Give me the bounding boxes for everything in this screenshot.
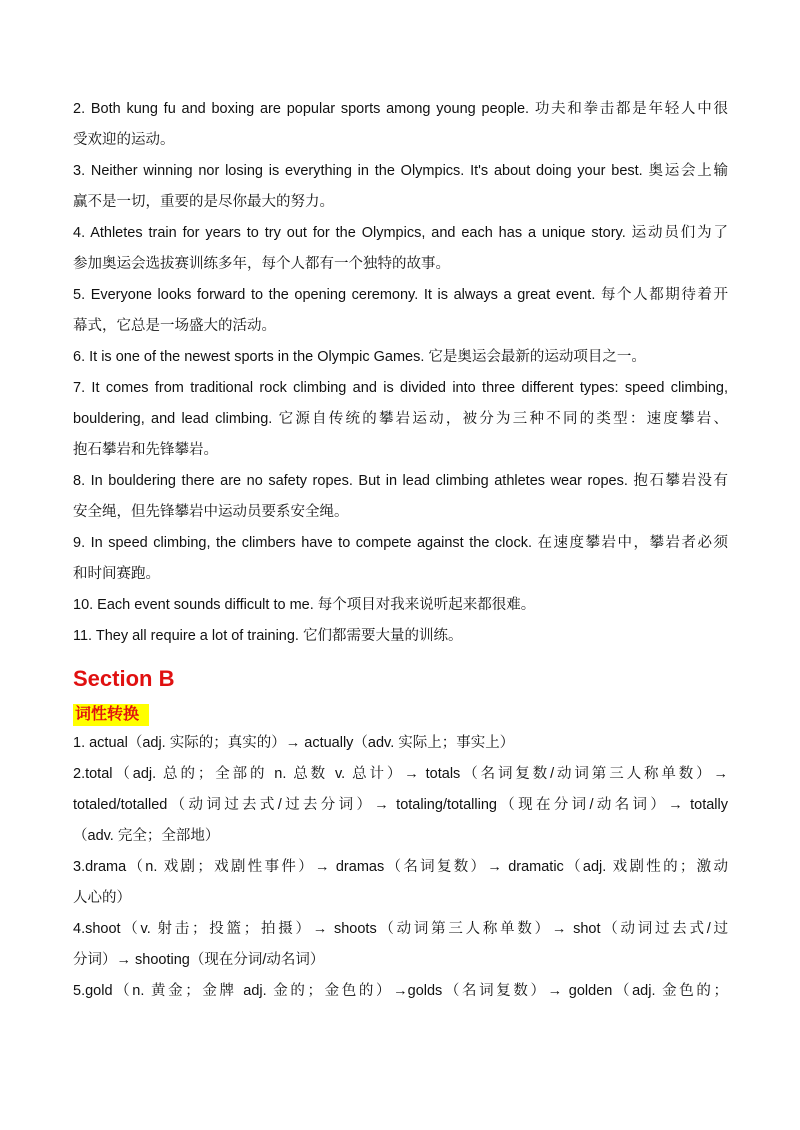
text-line: 5. Everyone looks forward to the opening ceremony. It is always a great event. 每个人都期待着开 [73,287,728,303]
sentence-item [73,342,728,373]
text-line: bouldering, and lead climbing. 它源自传统的攀岩运动，被分为三种不同的类型：速度攀岩、 [73,411,728,427]
text-line: 10. Each event sounds difficult to me. 每个项目对我来说听起来都很难。 [73,597,536,613]
sentence-item [73,373,728,466]
text-line: 4.shoot（v. 射击；投篮；拍摄）→ shoots（动词第三人称单数）→ shot（动词过去式/过 [73,921,728,937]
vocab-item [73,852,728,914]
text-line: （adv. 完全；全部地） [73,828,220,844]
text-line: 11. They all require a lot of training. 它们都需要大量的训练。 [73,628,463,644]
vocab-heading: 词性转换 [73,704,149,726]
text-line: 参加奥运会选拔赛训练多年，每个人都有一个独特的故事。 [73,256,450,272]
document-page [73,94,728,1007]
text-line: 和时间赛跑。 [73,566,160,582]
vocab-heading-row [73,704,728,728]
sentence-item [73,94,728,156]
text-line: 安全绳，但先锋攀岩中运动员要系安全绳。 [73,504,349,520]
sentence-item [73,621,728,652]
text-line: 4. Athletes train for years to try out for the Olympics, and each has a unique story. 运动员们为了 [73,225,728,241]
vocab-item [73,914,728,976]
text-line: 赢不是一切，重要的是尽你最大的努力。 [73,194,334,210]
text-line: 受欢迎的运动。 [73,132,175,148]
sentence-item [73,466,728,528]
vocab-list [73,728,728,1007]
text-line: 6. It is one of the newest sports in the Olympic Games. 它是奥运会最新的运动项目之一。 [73,349,646,365]
vocab-item [73,728,728,759]
sentence-item [73,528,728,590]
sentence-item [73,218,728,280]
text-line: 分词）→ shooting（现在分词/动名词） [73,952,325,968]
text-line: 8. In bouldering there are no safety ropes. But in lead climbing athletes wear ropes. 抱石攀岩没有 [73,473,728,489]
text-line: 3. Neither winning nor losing is everything in the Olympics. It's about doing your best. 奥运会上输 [73,163,728,179]
sentence-list [73,94,728,652]
text-line: 人心的） [73,890,131,906]
text-line: 2.total（adj. 总的；全部的 n. 总数 v. 总计）→ totals（名词复数/动词第三人称单数）→ [73,766,728,782]
vocab-item [73,759,728,852]
text-line: 抱石攀岩和先锋攀岩。 [73,442,218,458]
text-line: 3.drama（n. 戏剧；戏剧性事件）→ dramas（名词复数）→ dramatic（adj. 戏剧性的；激动 [73,859,728,875]
text-line: 9. In speed climbing, the climbers have to compete against the clock. 在速度攀岩中，攀岩者必须 [73,535,728,551]
text-line: 1. actual（adj. 实际的；真实的）→ actually（adv. 实际上；事实上） [73,735,515,751]
text-line: 5.gold（n. 黄金；金牌 adj. 金的；金色的）→golds（名词复数）→ golden（adj. 金色的； [73,983,728,999]
section-title: Section B [73,666,175,691]
text-line: 7. It comes from traditional rock climbing and is divided into three different types: speed climbing, [73,380,728,396]
text-line: 2. Both kung fu and boxing are popular sports among young people. 功夫和拳击都是年轻人中很 [73,101,728,117]
sentence-item [73,280,728,342]
sentence-item [73,156,728,218]
text-line: 幕式，它总是一场盛大的活动。 [73,318,276,334]
vocab-item [73,976,728,1007]
sentence-item [73,590,728,621]
text-line: totaled/totalled（动词过去式/过去分词）→ totaling/totalling（现在分词/动名词）→ totally [73,797,728,813]
